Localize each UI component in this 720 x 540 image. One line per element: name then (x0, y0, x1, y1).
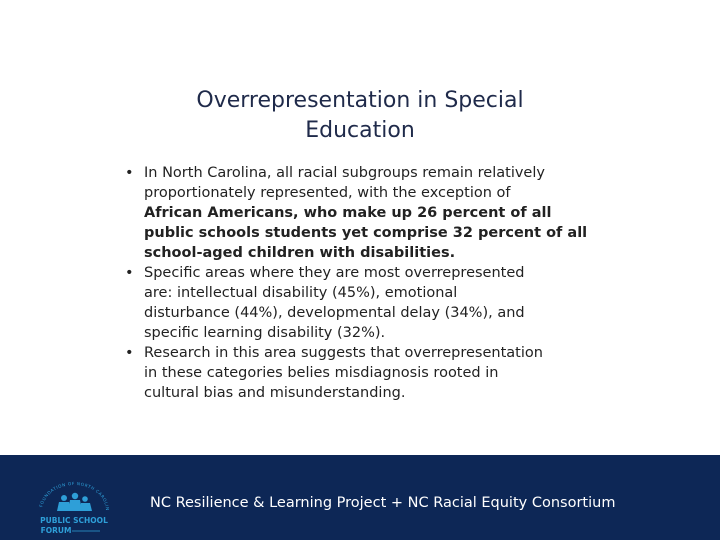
bullet-line: are: intellectual disability (45%), emotional (144, 285, 458, 301)
title-line-2: Education (305, 118, 415, 143)
child-figure-icon (72, 493, 78, 499)
bullet-line: Research in this area suggests that overrepresentation (144, 345, 543, 361)
bullet-line: cultural bias and misunderstanding. (144, 385, 406, 401)
logo-arc-text: FOUNDATION OF NORTH CAROLIN (38, 481, 111, 512)
child-figure-icon (82, 496, 88, 502)
bullet-line: disturbance (44%), developmental delay (34%), and (144, 305, 525, 321)
bullet-line: specific learning disability (32%). (144, 325, 386, 341)
bullet-line: In North Carolina, all racial subgroups remain relatively (144, 165, 545, 181)
bullet-line: proportionately represented, with the exception of (144, 185, 511, 201)
bullet-marker: • (125, 265, 134, 281)
bullet-marker: • (125, 345, 134, 361)
bullet-text (144, 163, 610, 263)
footer-text: NC Resilience & Learning Project + NC Racial Equity Consortium (150, 495, 616, 511)
bullet-line-bold: African Americans, who make up 26 percent of all (144, 205, 552, 221)
logo-text-line2: FORUM (40, 526, 72, 535)
slide-title (110, 86, 610, 146)
footer-bar (0, 455, 720, 540)
bullet-text (144, 343, 610, 403)
child-figure-icon (61, 495, 67, 501)
bullet-item (125, 343, 610, 403)
bullet-item (125, 263, 610, 343)
public-school-forum-logo (28, 481, 120, 539)
bullet-item (125, 163, 610, 263)
bullet-line-bold: school-aged children with disabilities. (144, 245, 456, 261)
title-line-1: Overrepresentation in Special (196, 88, 524, 113)
bullet-marker: • (125, 165, 134, 181)
bullet-line: in these categories belies misdiagnosis rooted in (144, 365, 499, 381)
bullet-line-bold: public schools students yet comprise 32 percent of all (144, 225, 588, 241)
logo-text-line1: PUBLIC SCHOOL (40, 516, 108, 525)
bullet-list (125, 163, 610, 403)
bullet-line: Specific areas where they are most overrepresented (144, 265, 525, 281)
child-figure-icon (79, 503, 92, 511)
bullet-text (144, 263, 610, 343)
